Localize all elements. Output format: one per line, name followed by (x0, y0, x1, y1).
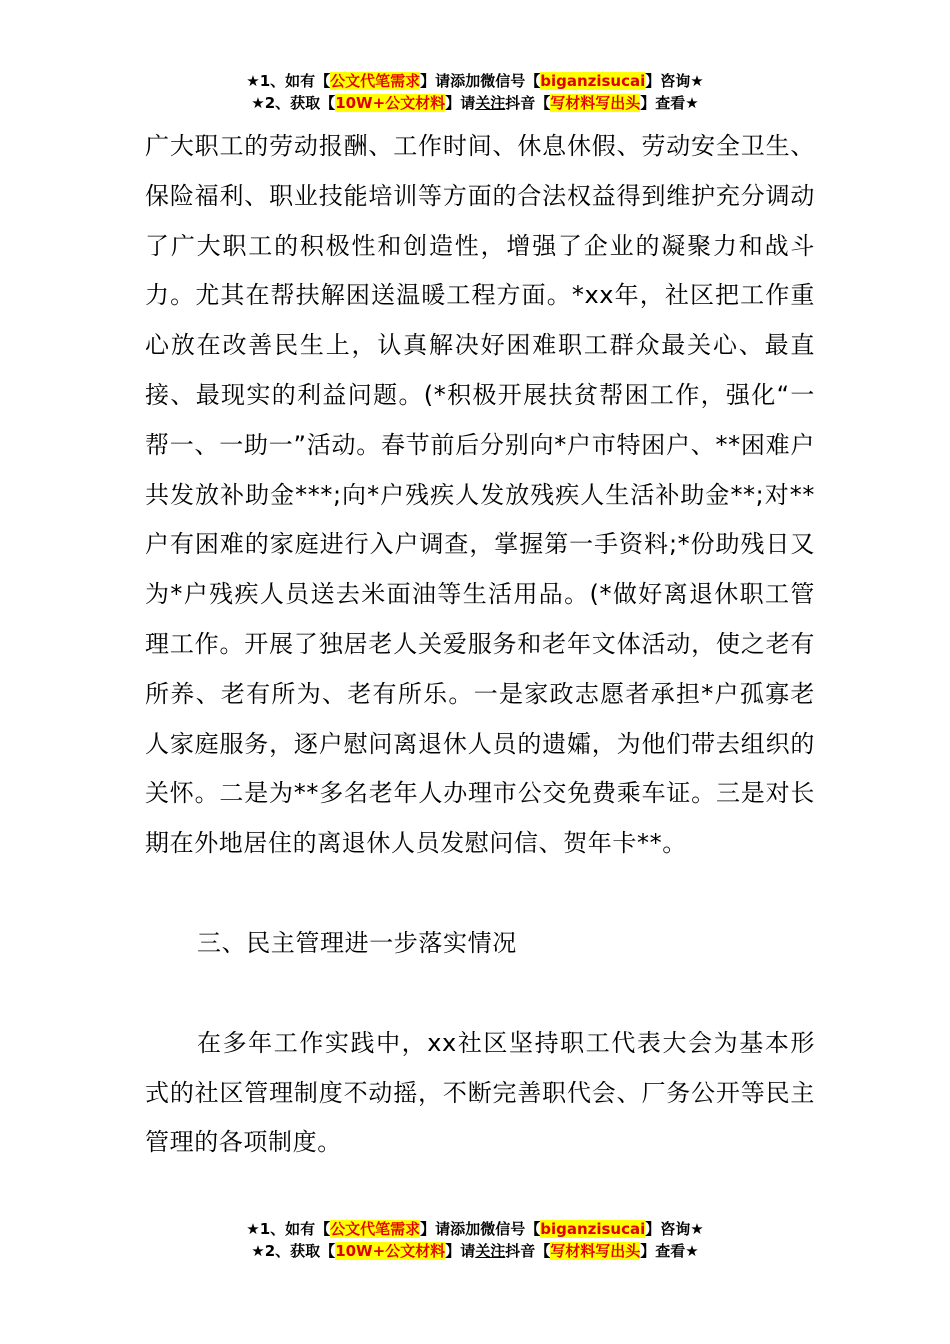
body-paragraph-2: 在多年工作实践中，xx社区坚持职工代表大会为基本形式的社区管理制度不动摇，不断完善职代会、厂务公开等民主管理的各项制度。 (145, 1028, 815, 1157)
banner-text: 】咨询★ (645, 1220, 704, 1238)
banner-text: ★2、获取【 (251, 94, 336, 112)
banner-text: ★1、如有【 (246, 72, 331, 90)
banner-douyin-id: 写材料写出头 (550, 1242, 641, 1260)
document-body (145, 122, 815, 1168)
banner-highlight: 公文代笔需求 (330, 1220, 421, 1238)
body-paragraph-1: 广大职工的劳动报酬、工作时间、休息休假、劳动安全卫生、保险福利、职业技能培训等方面的合法权益得到维护充分调动了广大职工的积极性和创造性，增强了企业的凝聚力和战斗力。尤其在帮扶解困送温暖工程方面。*xx年，社区把工作重心放在改善民生上，认真解决好困难职工群众最关心、最直接、最现实的利益问题。(*积极开展扶贫帮困工作，强化“一帮一、一助一”活动。春节前后分别向*户市特困户、**困难户共发放补助金***;向*户残疾人发放残疾人生活补助金**;对**户有困难的家庭进行入户调查，掌握第一手资料;*份助残日又为*户残疾人员送去米面油等生活用品。(*做好离退休职工管理工作。开展了独居老人关爱服务和老年文体活动，使之老有所养、老有所为、老有所乐。一是家政志愿者承担*户孤寡老人家庭服务，逐户慰问离退休人员的遗孀，为他们带去组织的关怀。二是为**多名老年人办理市公交免费乘车证。三是对长期在外地居住的离退休人员发慰问信、贺年卡**。 (145, 132, 815, 858)
banner-text: 】咨询★ (645, 72, 704, 90)
banner-text: 】请 (445, 94, 476, 112)
banner-text: 】请 (445, 1242, 476, 1260)
banner-emphasis: 加 (465, 72, 481, 90)
footer-banner (0, 1218, 950, 1262)
banner-highlight: 10W+公文材料 (335, 1242, 446, 1260)
banner-text: 微信号【 (480, 1220, 541, 1238)
banner-text: ★2、获取【 (251, 1242, 336, 1260)
banner-text: 】查看★ (640, 94, 699, 112)
banner-text: 】请添 (420, 72, 466, 90)
banner-emphasis: 加 (465, 1220, 481, 1238)
banner-line-1 (0, 70, 950, 92)
banner-line-1 (0, 1218, 950, 1240)
section-heading: 三、民主管理进一步落实情况 (197, 928, 517, 957)
banner-text: 微信号【 (480, 72, 541, 90)
banner-text: 】请添 (420, 1220, 466, 1238)
banner-emphasis: 关注 (475, 94, 506, 112)
banner-douyin-id: 写材料写出头 (550, 94, 641, 112)
banner-highlight: 10W+公文材料 (335, 94, 446, 112)
banner-wechat-id: biganzisucai (540, 72, 646, 90)
banner-text: 抖音【 (505, 1242, 551, 1260)
banner-line-2 (0, 92, 950, 114)
banner-highlight: 公文代笔需求 (330, 72, 421, 90)
banner-text: ★1、如有【 (246, 1220, 331, 1238)
header-banner (0, 70, 950, 114)
banner-emphasis: 关注 (475, 1242, 506, 1260)
banner-text: 】查看★ (640, 1242, 699, 1260)
banner-line-2 (0, 1240, 950, 1262)
banner-text: 抖音【 (505, 94, 551, 112)
spacer (145, 969, 815, 1019)
banner-wechat-id: biganzisucai (540, 1220, 646, 1238)
spacer (145, 869, 815, 919)
